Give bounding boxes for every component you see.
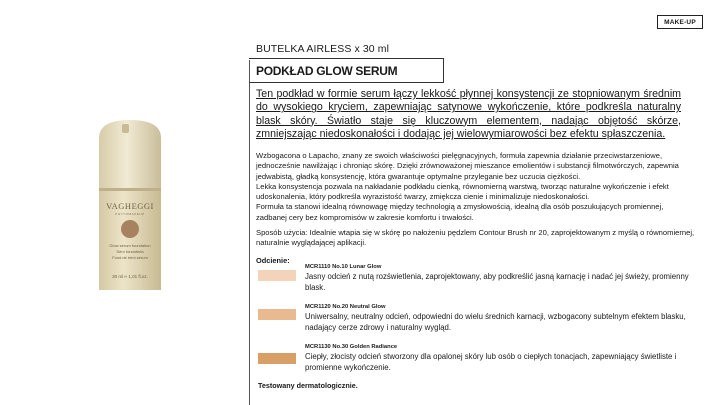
shade-description: Ciepły, złocisty odcień stworzony dla opalonej skóry lub osób o ciepłych tonacjach, zapewniający świetliste i promienne wykończenie. xyxy=(305,352,677,372)
shades-heading: Odcienie: xyxy=(256,256,290,265)
usage-instructions: Sposób użycia: Idealnie wtapia się w skórę po nałożeniu pędzlem Contour Brush nr 20, zaprojektowanym z myślą o równomiernej, naturalnie wyglądającej aplikacji. xyxy=(256,228,695,248)
description-paragraph: Lekka konsystencja pozwala na nakładanie podkładu cienką, równomierną warstwą, tworząc naturalne wykończenie i efekt udoskonalenia, który podkreśla wyrazistość twarzy, zmiękcza cienie i minimalizuje niedoskonałości. xyxy=(256,181,669,202)
description-text xyxy=(256,151,686,223)
shade-name: MCR1130 No.30 Golden Radiance xyxy=(305,344,398,350)
shade-name: MCR1120 No.20 Neutral Glow xyxy=(305,304,386,310)
shade-description: Uniwersalny, neutralny odcień, odpowiedni do wielu średnich karnacji, wzbogacony subtelnym efektem blasku, nadający cerze zdrowy i naturalny wygląd. xyxy=(305,312,686,332)
dermatology-note: Testowany dermatologicznie. xyxy=(258,381,358,390)
svg-text:30 ml ℮ 1,01 fl.oz.: 30 ml ℮ 1,01 fl.oz. xyxy=(112,274,148,279)
description-paragraph: Wzbogacona o Lapacho, znany ze swoich właściwości pielęgnacyjnych, formuła zapewnia działanie przeciwstarzeniowe, jednocześnie nawilżając i chroniąc skórę. Dzięki zrównoważonej mieszance emolientów i substancji filmotwórczych, zapewnia jedwabistą, gładką konsystencję, która gwarantuje optymalne przyleganie bez uczucia ciężkości. xyxy=(256,151,679,181)
product-bottle-image xyxy=(90,116,170,301)
description-paragraph: Formuła ta stanowi idealną równowagę między technologią a zmysłowością, idealną dla osób poszukujących promiennej, zadbanej cery bez kompromisów w zakresie komfortu i trwałości. xyxy=(256,202,664,222)
shade-description: Jasny odcień z nutą rozświetlenia, zaprojektowany, aby podkreślić jasną karnację i nadać jej świeży, promienny blask. xyxy=(305,272,689,292)
svg-text:PHYTOMAKEUP: PHYTOMAKEUP xyxy=(115,212,145,216)
shade-swatch xyxy=(258,353,296,364)
divider-line xyxy=(249,60,250,405)
shade-name: MCR1110 No.10 Lunar Glow xyxy=(305,264,382,270)
product-title: PODKŁAD GLOW SERUM xyxy=(256,64,398,78)
shade-swatch xyxy=(258,309,296,320)
svg-text:Sèro fondotinta: Sèro fondotinta xyxy=(116,249,144,254)
svg-text:Glow serum foundation: Glow serum foundation xyxy=(109,243,151,248)
category-badge: MAKE-UP xyxy=(657,15,703,29)
svg-text:Fond de teint sérum: Fond de teint sérum xyxy=(112,255,148,260)
lead-paragraph: Ten podkład w formie serum łączy lekkość płynnej konsystencji ze stopniowanym średnim do wysokiego kryciem, zapewniając satynowe wykończenie, które podkreśla naturalny blask skóry. Światło staje się kluczowym elementem, nadając objętość skórze, zmniejszając niedoskonałości i dodając jej wielowymiarowości bez efektu spłaszczenia. xyxy=(256,88,681,140)
brand-logo-text: VAGHEGGI xyxy=(106,201,154,211)
product-subtitle: BUTELKA AIRLESS x 30 ml xyxy=(256,43,390,55)
shade-swatch xyxy=(258,270,296,281)
